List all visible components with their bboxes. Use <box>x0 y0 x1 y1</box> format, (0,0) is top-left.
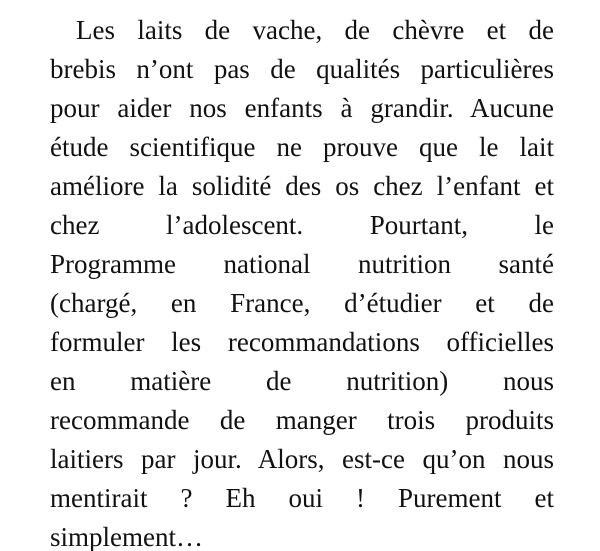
paragraph-line: en matière de nutrition) nous <box>50 366 554 396</box>
paragraph-line: chez l’adolescent. Pourtant, le <box>50 210 554 240</box>
paragraph-line: (chargé, en France, d’étudier et de <box>50 288 554 318</box>
paragraph-line: améliore la solidité des os chez l’enfant et <box>50 171 554 201</box>
paragraph-line: simplement… <box>50 522 203 551</box>
paragraph-line: Programme national nutrition santé <box>50 249 554 279</box>
paragraph-line: recommande de manger trois produits <box>50 405 554 435</box>
paragraph-line: Les laits de vache, de chèvre et de <box>76 15 554 45</box>
paragraph-line: laitiers par jour. Alors, est-ce qu’on nous <box>50 444 554 474</box>
paragraph-line: mentirait ? Eh oui ! Purement et <box>50 483 554 513</box>
paragraph-line: formuler les recommandations officielles <box>50 327 554 357</box>
paragraph-line: étude scientifique ne prouve que le lait <box>50 132 554 162</box>
paragraph-line: brebis n’ont pas de qualités particulières <box>50 54 554 84</box>
paragraph-line: pour aider nos enfants à grandir. Aucune <box>50 93 554 123</box>
